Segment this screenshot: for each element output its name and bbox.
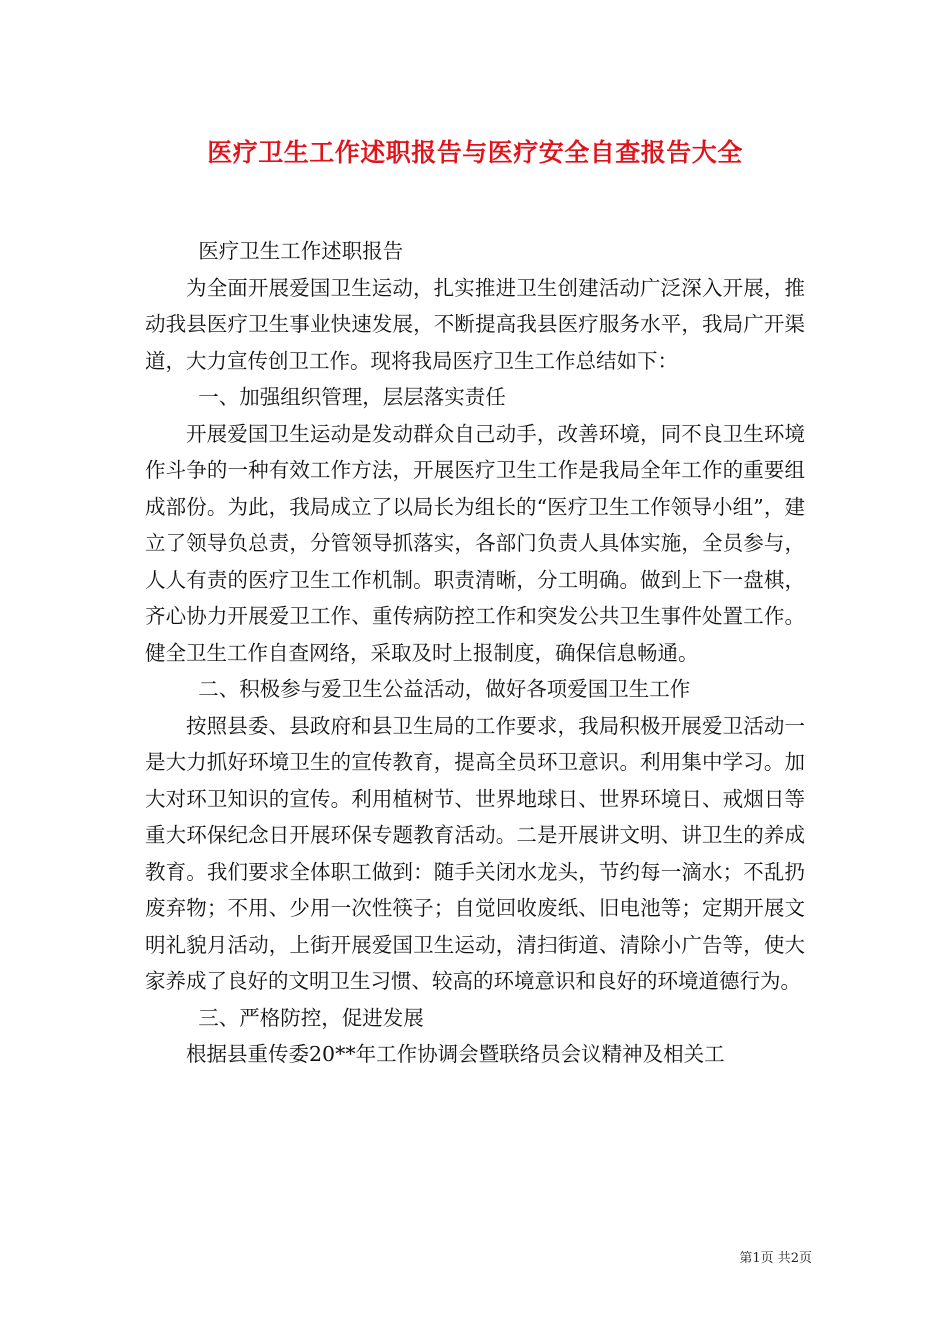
- intro-paragraph: 为全面开展爱国卫生运动，扎实推进卫生创建活动广泛深入开展，推动我县医疗卫生事业快速发展，不断提高我县医疗服务水平，我局广开渠道，大力宣传创卫工作。现将我局医疗卫生工作总结如下：: [145, 275, 805, 373]
- section-heading-1: 一、加强组织管理，层层落实责任: [198, 385, 506, 409]
- section-heading-3: 三、严格防控，促进发展: [198, 1005, 424, 1030]
- document-title: 医疗卫生工作述职报告与医疗安全自查报告大全: [207, 138, 743, 167]
- section-1-paragraph: 开展爱国卫生运动是发动群众自己动手，改善环境，同不良卫生环境作斗争的一种有效工作方法，开展医疗卫生工作是我局全年工作的重要组成部份。为此，我局成立了以局长为组长的“医疗卫生工作领导小组”，建立了领导负总责，分管领导抓落实，各部门负责人具体实施，全员参与，人人有责的医疗卫生工作机制。职责清晰，分工明确。做到上下一盘棋，齐心协力开展爱卫工作、重传病防控工作和突发公共卫生事件处置工作。健全卫生工作自查网络，采取及时上报制度，确保信息畅通。: [145, 421, 805, 665]
- section-3-paragraph: 根据县重传委20**年工作协调会暨联络员会议精神及相关工: [186, 1042, 725, 1066]
- page-indicator: 第1页 共2页: [739, 1251, 812, 1266]
- section-2-paragraph: 按照县委、县政府和县卫生局的工作要求，我局积极开展爱卫活动一是大力抓好环境卫生的宣传教育，提高全员环卫意识。利用集中学习。加大对环卫知识的宣传。利用植树节、世界地球日、世界环境日、戒烟日等重大环保纪念日开展环保专题教育活动。二是开展讲文明、讲卫生的养成教育。我们要求全体职工做到：随手关闭水龙头，节约每一滴水；不乱扔废弃物；不用、少用一次性筷子；自觉回收废纸、旧电池等；定期开展文明礼貌月活动，上街开展爱国卫生运动，清扫街道、清除小广告等，使大家养成了良好的文明卫生习惯、较高的环境意识和良好的环境道德行为。: [145, 713, 805, 993]
- document-body: [145, 233, 805, 1073]
- report-heading: 医疗卫生工作述职报告: [198, 239, 404, 263]
- section-heading-2: 二、积极参与爱卫生公益活动，做好各项爱国卫生工作: [198, 677, 691, 701]
